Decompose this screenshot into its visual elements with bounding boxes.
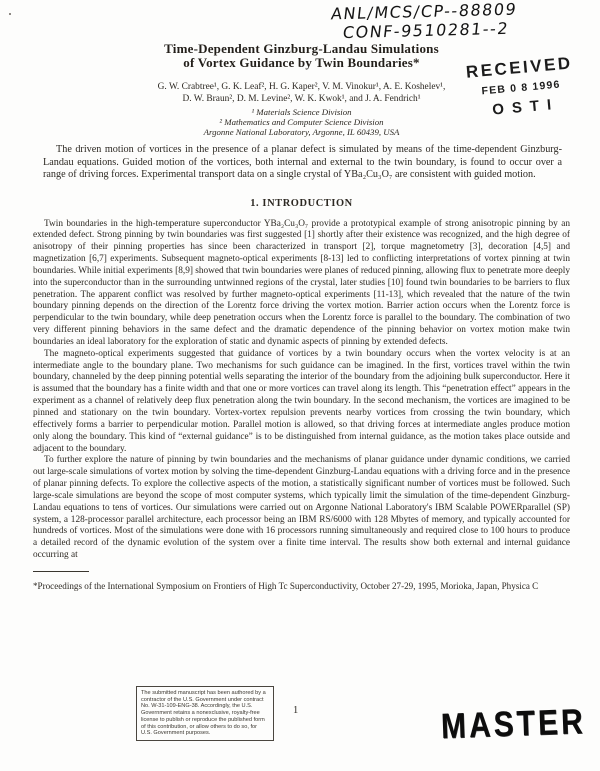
government-disclaimer-box: The submitted manuscript has been authored by a contractor of the U.S. Government under contract No. W-31-109-ENG-38. Accordingly, the U.S. Government retains a nonexclusive, royalty-free license to publish or reproduce the published form of this contribution, or allow others to do so, for U.S. Government purposes. [136,686,274,741]
paper-title [33,42,570,69]
handwritten-report-numbers [328,0,518,42]
author-list-line1: G. W. Crabtree¹, G. K. Leaf², H. G. Kaper², V. M. Vinokur¹, A. E. Koshelev¹, [157,82,446,92]
section-heading-introduction: 1. INTRODUCTION [250,197,353,209]
master-stamp: MASTER [440,702,587,747]
received-stamp-word: RECEIVED [465,53,574,82]
author-list [33,81,570,105]
affiliation-math-cs: ² Mathematics and Computer Science Division [219,117,384,127]
handwritten-report-number-2: CONF-9510281--2 [341,18,511,43]
paper-content-column [33,42,570,592]
paper-title-line1: Time-Dependent Ginzburg-Landau Simulations [164,41,439,56]
scan-noise-mark [9,13,11,15]
author-list-line2: D. W. Braun², D. M. Levine², W. K. Kwok¹, and J. A. Fendrich¹ [182,94,421,104]
affiliations [33,107,570,137]
conference-footnote: *Proceedings of the International Symposium on Frontiers of High Tc Superconductivity, October 27-29, 1995, Morioka, Japan, Physica C [33,580,539,591]
page-number: 1 [293,705,299,716]
abstract: The driven motion of vortices in the presence of a planar defect is simulated by means of the time-dependent Ginzburg-Landau equations. Guided motion of the vortices, both internal and external to the twin boundary, is found to occur over a range of driving forces. Experimental transport data on a single crystal of YBa₂Cu₃O₇ are consistent with guided motion. [43,144,562,180]
paper-title-line2: of Vortex Guidance by Twin Boundaries* [183,54,420,70]
affiliation-materials-science: ¹ Materials Science Division [251,107,352,117]
footnote-divider [33,571,89,572]
received-stamp-osti: OSTI [491,95,560,119]
handwritten-report-number-1: ANL/MCS/CP--88809 [330,0,519,24]
received-stamp-date: FEB 0 8 1996 [481,78,562,98]
affiliation-argonne: Argonne National Laboratory, Argonne, IL 60439, USA [203,127,400,137]
body-paragraph-1: Twin boundaries in the high-temperature superconductor YBa₂Cu₃O₇ provide a prototypical example of strong anisotropic pinning by an extended defect. Strong pinning by twin boundaries was first suggested [1] shortly after their existence was recognized, and the high degree of anisotropy of their pinning properties has since been characterized in transport [2], torque magnetometry [3], decoration [4,5] and magnetization [6,7] experiments. Subsequent magneto-optical experiments [8-13] led to conflicting interpretations of vortex pinning at twin boundaries. While initial experiments [8,9] showed that twin boundaries were planes of reduced pinning, allowing flux to penetrate more deeply into the superconductor than in the surrounding untwinned regions of the crystal, later studies [10] found twin boundaries to be barriers to flux penetration. The apparent conflict was resolved by further magneto-optical experiments [11-13], which revealed that the nature of the twin boundary pinning depends on the direction of the Lorentz force driving the vortex motion. Barrier action occurs when the Lorentz force is perpendicular to the twin boundary, while deep penetration occurs when the Lorentz force is parallel to the boundary. The combination of two very different pinning behaviors in the same defect and the dramatic dependence of the pinning behavior on vortex motion make twin boundaries an ideal laboratory for the exploration of static and dynamic aspects of pinning by extended defects. [33,218,570,347]
body-paragraph-3: To further explore the nature of pinning by twin boundaries and the mechanisms of planar guidance under dynamic conditions, we carried out large-scale simulations of vortex motion by solving the time-dependent Ginzburg-Landau equations with a driving force and in the presence of planar pinning defects. To explore the collective aspects of the motion, a statistically significant number of vortices must be followed. Such large-scale simulations are beyond the scope of most computer systems, which typically limit the simulation of the time-dependent Ginzburg-Landau equations to tens of vortices. Our simulations were carried out on Argonne National Laboratory's IBM Scalable POWERparallel (SP) system, a 128-processor parallel architecture, each processor being an IBM RS/6000 with 128 Mbytes of memory, and typically accounted for hundreds of vortices. Most of the simulations were done with 16 processors running simultaneously and required close to 100 hours to produce a detailed record of the dynamic evolution of the system over a finite time interval. The results show both external and internal guidance occurring at [33,455,570,561]
body-paragraph-2: The magneto-optical experiments suggested that guidance of vortices by a twin boundary occurs when the vortex velocity is at an intermediate angle to the boundary plane. Two mechanisms for such guidance can be imagined. In the first, vortices travel within the twin boundary, channeled by the deep pinning potential wells separating the interior of the boundary from the adjoining bulk superconductor. Here it is assumed that the boundary has a finite width and that one or more vortices can travel along its length. This “penetration effect” appears in the experiment as a channel of relatively deep flux penetration along the twin boundary. In the second mechanism, the vortices are imagined to be pinned and stationary on the twin boundary. Vortex-vortex repulsion prevents nearby vortices from crossing the twin boundary, which effectively forms a barrier to perpendicular motion. Parallel motion is allowed, so that driving forces at intermediate angles produce motion only along the boundary. This kind of “external guidance” is to be distinguished from internal guidance, as the motion takes place outside and adjacent to the boundary. [33,348,570,454]
